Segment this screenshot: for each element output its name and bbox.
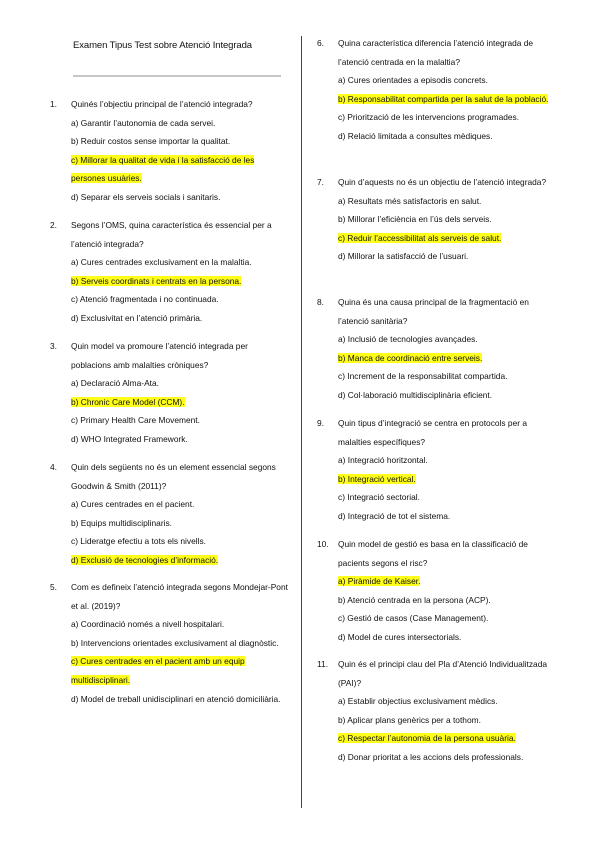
answer-text: a) Garantir l’autonomia de cada servei. [71,117,216,128]
answer-option [71,253,290,272]
question-number: 10. [317,539,329,549]
answer-option [338,591,557,610]
answer-option [338,628,557,647]
answer-option [338,229,557,248]
answer-option [71,532,290,551]
answer-option [338,127,557,146]
answer-option [338,507,557,526]
answer-option [71,514,290,533]
question-text: Quin model de gestió es basa en la classificació de pacients segons el risc? [338,539,528,568]
correct-answer-highlight: d) Exclusió de tecnologies d’informació. [71,554,219,565]
question-5 [50,578,290,708]
correct-answer-highlight: b) Integració vertical. [338,473,416,484]
answer-option [338,451,557,470]
exam-title: Examen Tipus Test sobre Atenció Integrada [73,40,252,51]
question-header [317,173,557,192]
correct-answer-highlight: b) Serveis coordinats i centrats en la persona. [71,275,242,286]
question-8 [317,293,557,405]
question-number: 1. [50,99,57,109]
answer-option [71,114,290,133]
answer-option [338,367,557,386]
answer-text: a) Inclusió de tecnologies avançades. [338,334,478,345]
correct-answer-highlight: b) Chronic Care Model (CCM). [71,396,185,407]
question-2 [50,216,290,328]
question-text: Quin d’aquests no és un objectiu de l’atenció integrada? [338,177,547,187]
answer-option [338,210,557,229]
answer-option [338,349,557,368]
answer-text: d) Separar els serveis socials i sanitaris. [71,191,221,202]
question-6 [317,34,557,146]
answer-option [71,652,290,689]
question-header [50,578,290,615]
question-header [50,95,290,114]
answer-text: d) Donar prioritat a les accions dels professionals. [338,751,524,762]
answer-option [338,488,557,507]
question-text: Quina és una causa principal de la fragmentació en l’atenció sanitària? [338,297,529,326]
column-divider [301,36,302,808]
question-number: 8. [317,297,324,307]
question-header [317,655,557,692]
answer-option [338,572,557,591]
answer-text: b) Atenció centrada en la persona (ACP). [338,594,491,605]
answer-option [71,151,290,188]
answer-text: c) Gestió de casos (Case Management). [338,613,489,624]
answer-text: d) WHO Integrated Framework. [71,433,188,444]
answer-option [71,272,290,291]
question-text: Quinés l’objectiu principal de l’atenció integrada? [71,99,253,109]
answer-option [71,132,290,151]
answer-text: d) Model de treball unidisciplinari en atenció domiciliària. [71,693,281,704]
question-text: Quin tipus d’integració se centra en protocols per a malalties específiques? [338,418,528,447]
question-number: 4. [50,462,57,472]
question-header [317,34,557,71]
answer-text: a) Resultats més satisfactoris en salut. [338,195,482,206]
question-header [50,216,290,253]
question-number: 9. [317,418,324,428]
answer-option [71,188,290,207]
answer-option [338,386,557,405]
answer-text: b) Millorar l’eficiència en l’ús dels serveis. [338,214,492,225]
answer-text: d) Model de cures intersectorials. [338,631,462,642]
answer-text: d) Integració de tot el sistema. [338,510,451,521]
answer-text: c) Increment de la responsabilitat compartida. [338,371,508,382]
answer-option [338,470,557,489]
answer-text: a) Declaració Alma-Ata. [71,378,159,389]
correct-answer-highlight: b) Responsabilitat compartida per la salut de la població. [338,93,549,104]
question-10 [317,535,557,647]
question-header [50,337,290,374]
answer-option [71,290,290,309]
answer-option [71,615,290,634]
answer-text: c) Primary Health Care Movement. [71,415,200,426]
answer-option [338,711,557,730]
answer-text: c) Lideratge efectiu a tots els nivells. [71,536,206,547]
question-number: 11. [317,659,329,669]
question-text: Quin model va promoure l’atenció integrada per poblacions amb malalties cròniques? [71,341,248,370]
correct-answer-highlight: c) Respectar l’autonomia de la persona usuària. [338,733,516,744]
answer-text: d) Millorar la satisfacció de l’usuari. [338,251,469,262]
answer-option [71,430,290,449]
correct-answer-highlight: c) Reduir l’accessibilitat als serveis de salut. [338,232,502,243]
answer-option [338,192,557,211]
question-number: 2. [50,220,57,230]
question-3 [50,337,290,449]
question-header [50,458,290,495]
question-11 [317,655,557,767]
answer-option [338,692,557,711]
question-number: 3. [50,341,57,351]
answer-option [71,393,290,412]
correct-answer-highlight: a) Piràmide de Kaiser. [338,576,421,587]
answer-option [71,690,290,709]
answer-text: a) Establir objectius exclusivament mèdics. [338,696,498,707]
answer-option [338,90,557,109]
answer-text: b) Intervencions orientades exclusivament al diagnòstic. [71,637,279,648]
question-number: 5. [50,582,57,592]
answer-option [71,374,290,393]
answer-text: a) Cures centrades en el pacient. [71,499,195,510]
answer-text: b) Aplicar plans genèrics per a tothom. [338,714,481,725]
question-text: Segons l’OMS, quina característica és essencial per a l’atenció integrada? [71,220,272,249]
question-number: 6. [317,38,324,48]
question-header [317,414,557,451]
answer-option [71,495,290,514]
question-text: Com es defineix l’atenció integrada segons Mondejar-Pont et al. (2019)? [71,582,288,611]
question-1 [50,95,290,207]
question-header [317,293,557,330]
answer-text: d) Exclusivitat en l’atenció primària. [71,312,203,323]
answer-text: c) Priorització de les intervencions programades. [338,112,520,123]
question-text: Quin és el principi clau del Pla d’Atenció Individualitzada (PAI)? [338,659,548,688]
answer-text: d) Col·laboració multidisciplinària eficient. [338,389,493,400]
answer-text: d) Relació limitada a consultes mèdiques. [338,130,493,141]
answer-option [338,609,557,628]
answer-text: a) Cures orientades a episodis concrets. [338,75,488,86]
question-text: Quin dels següents no és un element essencial segons Goodwin & Smith (2011)? [71,462,276,491]
answer-option [71,551,290,570]
answer-text: c) Integració sectorial. [338,492,420,503]
answer-option [338,748,557,767]
title-divider [73,75,281,77]
question-4 [50,458,290,570]
answer-option [71,634,290,653]
question-9 [317,414,557,526]
question-header [317,535,557,572]
correct-answer-highlight: c) Millorar la qualitat de vida i la satisfacció de les persones usuàries. [71,154,255,184]
question-7 [317,173,557,266]
answer-text: a) Cures centrades exclusivament en la malaltia. [71,257,252,268]
answer-text: a) Integració horitzontal. [338,455,428,466]
answer-option [71,309,290,328]
answer-option [338,247,557,266]
answer-text: c) Atenció fragmentada i no continuada. [71,294,219,305]
answer-option [338,729,557,748]
correct-answer-highlight: c) Cures centrades en el pacient amb un equip multidisciplinari. [71,656,245,685]
answer-option [338,71,557,90]
correct-answer-highlight: b) Manca de coordinació entre serveis. [338,352,483,363]
answer-option [338,330,557,349]
answer-text: a) Coordinació només a nivell hospitalari. [71,619,225,630]
answer-option [71,411,290,430]
answer-text: b) Reduir costos sense importar la qualitat. [71,136,231,147]
answer-text: b) Equips multidisciplinaris. [71,517,173,528]
question-text: Quina característica diferencia l’atenció integrada de l’atenció centrada en la malaltia? [338,38,534,67]
question-number: 7. [317,177,324,187]
answer-option [338,108,557,127]
